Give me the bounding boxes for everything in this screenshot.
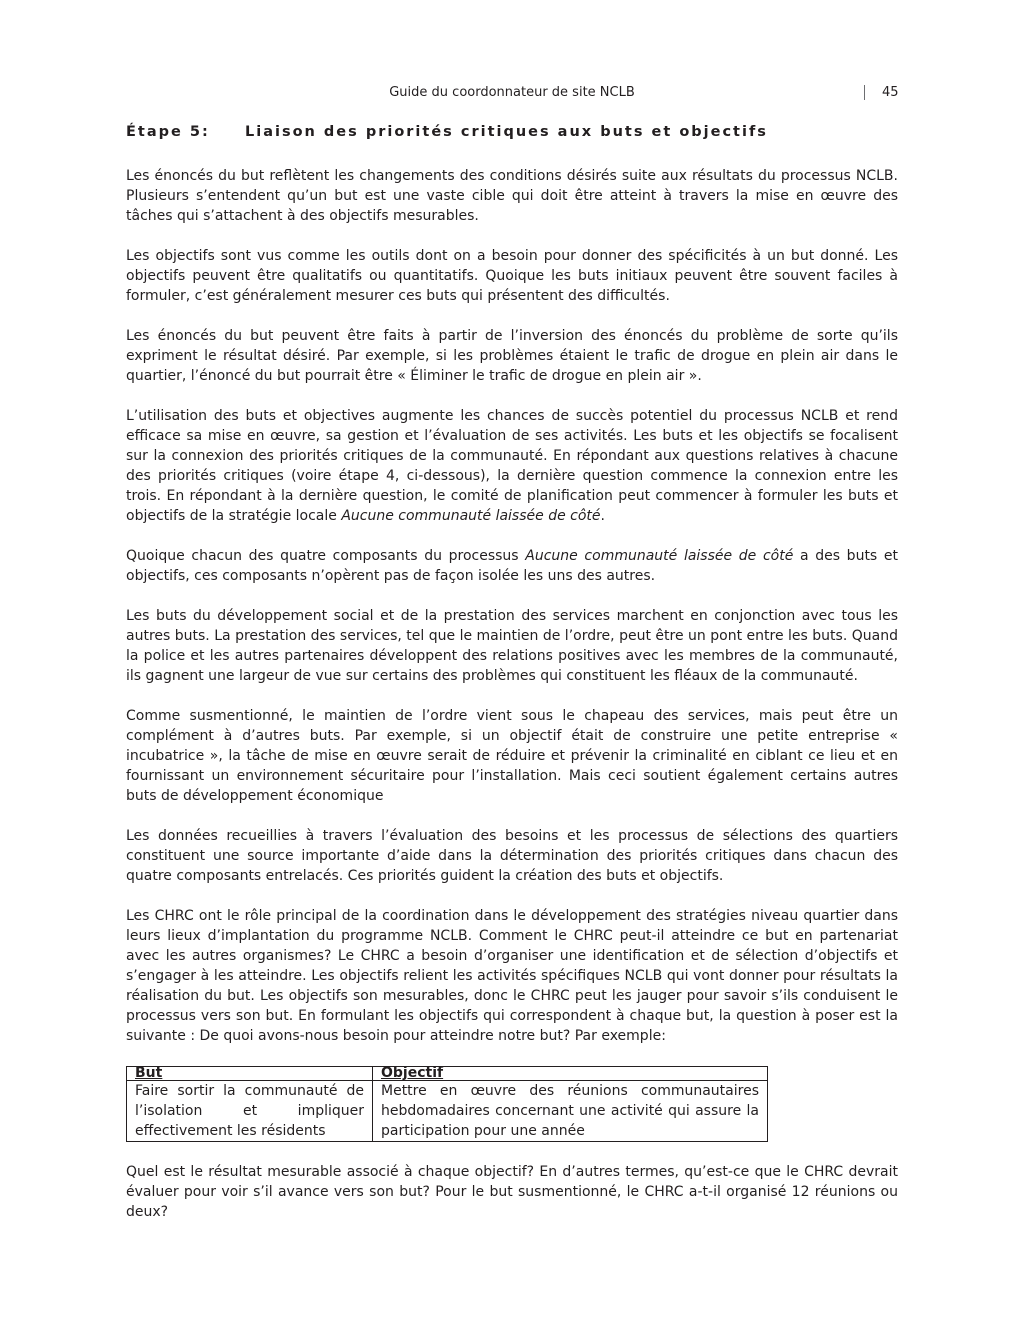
step-title: Liaison des priorités critiques aux buts et objectifs [245,124,768,140]
header-divider [864,85,865,100]
paragraph: Les énoncés du but peuvent être faits à partir de l’inversion des énoncés du problème de sorte qu’ils expriment le résultat désiré. Par exemple, si les problèmes étaient le trafic de drogue en plein air dans le quartier, l’énoncé du but pourrait être « Éliminer le trafic de drogue en plein air ». [126,328,898,384]
paragraph: Les énoncés du but reflètent les changements des conditions désirés suite aux résultats du processus NCLB. Plusieurs s’entendent qu’un but est une vaste cible qui doit être atteint à travers la mise en œuvre des tâches qui s’attachent à des objectifs mesurables. [126,168,898,224]
step-heading [126,120,898,144]
paragraph-text: L’utilisation des buts et objectives augmente les chances de succès potentiel du processus NCLB et rend efficace sa mise en œuvre, sa gestion et l’évaluation de ses activités. Les buts et les objectifs se focalisent sur la connexion des priorités critiques de la communauté. En répondant aux questions relatives à chacune des priorités critiques (voire étape 4, ci-dessous), la dernière question commence la connexion entre les trois. En répondant à la dernière question, le comité de planification peut commencer à formuler les buts et objectifs de la stratégie locale [126,408,898,524]
running-header [0,83,1024,103]
paragraph: Les données recueillies à travers l’évaluation des besoins et les processus de sélections des quartiers constituent une source importante d’aide dans la détermination des priorités critiques dans chacun des quatre composants entrelacés. Ces priorités guident la création des buts et objectifs. [126,828,898,884]
paragraph-text: a des buts et objectifs, ces composants n’opèrent pas de façon isolée les uns des autres. [126,548,898,584]
paragraph: Les CHRC ont le rôle principal de la coordination dans le développement des stratégies niveau quartier dans leurs lieux d’implantation du programme NCLB. Comment le CHRC peut-il atteindre ce but en partenariat avec les autres organismes? Le CHRC a besoin d’organiser une identification et de sélection d’objectifs et s’engager à les atteindre. Les objectifs relient les activités spécifiques NCLB qui vont donner pour résultats la réalisation du but. Les objectifs son mesurables, donc le CHRC peut les jauger pour savoir s’ils conduisent le processus vers son but. En formulant les objectifs qui correspondent à chaque but, la question à poser est la suivante : De quoi avons-nous besoin pour atteindre notre but? Par exemple: [126,908,898,1044]
closing-paragraph: Quel est le résultat mesurable associé à chaque objectif? En d’autres termes, qu’est-ce que le CHRC devrait évaluer pour voir s’il avance vers son but? Pour le but susmentionné, le CHRC a-t-il organisé 12 réunions ou deux? [126,1164,898,1220]
paragraph [126,546,898,586]
table-cell-objective: Mettre en œuvre des réunions communautaires hebdomadaires concernant une activité qui assure la participation pour une année [373,1081,768,1142]
paragraph: Les buts du développement social et de la prestation des services marchent en conjonction avec tous les autres buts. La prestation des services, tel que le maintien de l’ordre, peut être un pont entre les buts. Quand la police et les autres partenaires développent des relations positives avec les membres de la communauté, ils gagnent une largeur de vue sur certains des problèmes qui constituent les fléaux de la communauté. [126,608,898,684]
paragraph-end: . [600,508,605,524]
page-number: 45 [882,85,899,100]
step-label: Étape 5: [126,124,210,140]
table-header-row [127,1067,768,1081]
paragraph: Les objectifs sont vus comme les outils dont on a besoin pour donner des spécificités à un but donné. Les objectifs peuvent être qualitatifs ou quantitatifs. Quoique les buts initiaux peuvent être souvent faciles à formuler, c’est généralement mesurer ces buts qui présentent des difficultés. [126,248,898,304]
table-row [127,1081,768,1142]
running-title: Guide du coordonnateur de site NCLB [389,85,635,100]
paragraph: Comme susmentionné, le maintien de l’ordre vient sous le chapeau des services, mais peut être un complément à d’autres buts. Par exemple, si un objectif était de construire une petite entreprise « incubatrice », la tâche de mise en œuvre serait de réduire et prévenir la criminalité en ciblant ce lieu et en fournissant un environnement sécuritaire pour l’installation. Mais ceci soutient également certains autres buts de développement économique [126,708,898,804]
table-header-goal: But [127,1067,373,1081]
goal-objective-table [126,1066,768,1142]
paragraph-text: Quoique chacun des quatre composants du processus [126,548,526,564]
program-name: Aucune communauté laissée de côté [341,508,601,524]
paragraph [126,406,898,526]
table-cell-goal: Faire sortir la communauté de l’isolation et impliquer effectivement les résidents [127,1081,373,1142]
program-name: Aucune communauté laissée de côté [525,548,794,564]
table-header-objective: Objectif [373,1067,768,1081]
page-body [126,120,898,1242]
